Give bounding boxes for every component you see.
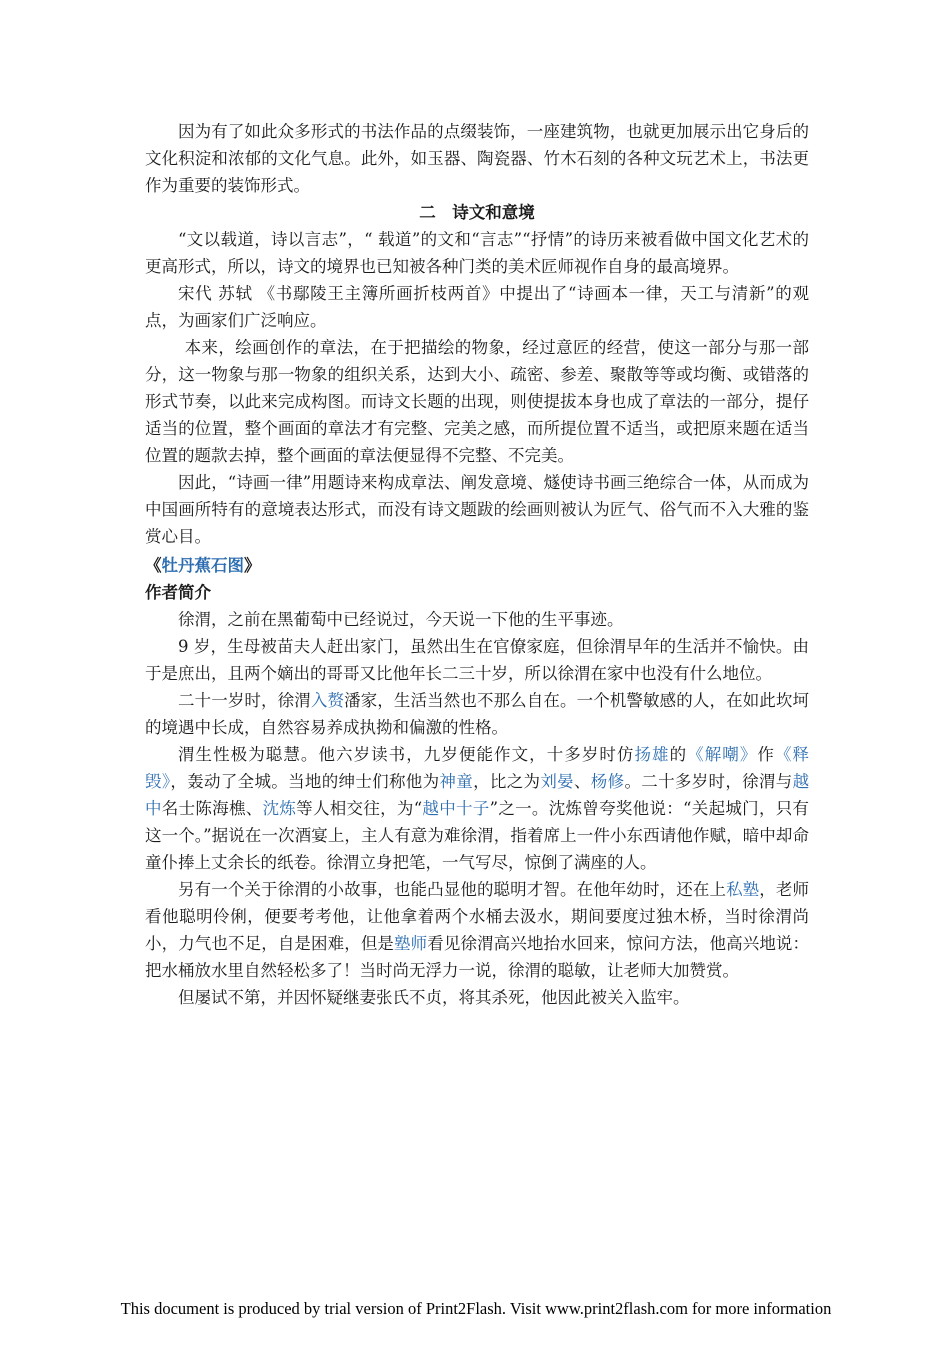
text-segment: ，比之为 (473, 772, 541, 791)
link-yue-zhong-shi-zi[interactable]: 越中十子 (422, 799, 490, 818)
text-segment: 渭生性极为聪慧。他六岁读书，九岁便能作文，十多岁时仿 (178, 745, 635, 764)
paragraph-composition: 本来，绘画创作的章法，在于把描绘的物象，经过意匠的经营，使这一部分与那一部分，这一物象与那一物象的组织关系，达到大小、疏密、参差、聚散等等或均衡、或错落的形式节奏，以此来完成构图。而诗文长题的出现，则使提拔本身也成了章法的一部分，提仔适当的位置，整个画面的章法才有完整、完美之感，而所提位置不适当，或把原来题在适当位置的题款去掉，整个画面的章法便显得不完整、不完美。 (145, 338, 809, 465)
link-liu-yan[interactable]: 刘晏 (540, 772, 574, 791)
artwork-title-open: 《 (145, 556, 162, 575)
paragraph-poetry-painting: 因此，“诗画一律”用题诗来构成章法、阐发意境、燧使诗书画三绝综合一体，从而成为中国画所特有的意境表达形式，而没有诗文题跋的绘画则被认为匠气、俗气而不入大雅的鉴赏心目。 (145, 473, 809, 546)
text-segment: 名士陈海樵、 (161, 799, 263, 818)
text-segment: 潘家，生活当然也不那么自在。一个机警敏感的人，在如此坎坷的境遇中长成，自然容易养成执拗和偏激的性格。 (145, 691, 810, 737)
link-shen-lian[interactable]: 沈炼 (262, 799, 297, 818)
paragraph-bio-intro: 徐渭，之前在黑葡萄中已经说过，今天说一下他的生平事迹。 (178, 610, 624, 629)
link-ruzhui[interactable]: 入赘 (310, 691, 345, 710)
section-heading: 二 诗文和意境 (419, 203, 535, 222)
link-yang-xiu[interactable]: 杨修 (590, 772, 625, 791)
text-segment: ”之一。沈炼曾夸奖他说：“关起城门，只有这一个。”据说在一次酒宴上，主人有意为难徐渭，指着席上一件小东西请他作赋，暗中却命童仆捧上丈余长的纸卷。徐渭立身把笔，一气写尽，惊倒了满座的人。 (145, 799, 810, 872)
text-segment: ，轰动了全城。当地的绅士们称他为 (170, 772, 440, 791)
paragraph-bio-prison: 但屡试不第，并因怀疑继妻张氏不贞，将其杀死，他因此被关入监牢。 (178, 988, 690, 1007)
artwork-title-close: 》 (244, 556, 261, 575)
document-page (145, 118, 809, 1011)
artwork-title (145, 552, 809, 579)
text-segment: 另有一个关于徐渭的小故事，也能凸显他的聪明才智。在他年幼时，还在上 (178, 880, 727, 899)
paragraph-bio-marriage (145, 687, 809, 741)
link-jie-chao[interactable]: 《解嘲》 (687, 745, 758, 764)
trial-watermark-footer: This document is produced by trial version of Print2Flash. Visit www.print2flash.com for more information (120, 1299, 832, 1318)
text-segment: 等人相交往，为“ (296, 799, 423, 818)
text-segment: 的 (669, 745, 688, 764)
link-si-shu[interactable]: 私塾 (726, 880, 760, 899)
paragraph-bio-talent (145, 741, 809, 876)
paragraph-su-shi: 宋代 苏轼 《书鄢陵王主簿所画折枝两首》中提出了“诗画本一律，天工与清新”的观点，为画家们广泛响应。 (145, 284, 809, 330)
paragraph-calligraphy-decoration: 因为有了如此众多形式的书法作品的点缀装饰，一座建筑物，也就更加展示出它身后的文化积淀和浓郁的文化气息。此外，如玉器、陶瓷器、竹木石刻的各种文玩艺术上，书法更作为重要的装饰形式。 (145, 122, 809, 195)
text-segment: 。二十多岁时，徐渭与 (624, 772, 793, 791)
paragraph-wen-yi-zai-dao: “文以载道，诗以言志”，“ 载道”的文和“言志”“抒情”的诗历来被看做中国文化艺术的更高形式，所以，诗文的境界也已知被各种门类的美术匠师视作自身的最高境界。 (145, 230, 809, 276)
text-segment: 作 (757, 745, 775, 764)
link-shu-shi[interactable]: 塾师 (394, 934, 428, 953)
paragraph-bio-story (145, 876, 809, 984)
text-segment: 二十一岁时，徐渭 (178, 691, 311, 710)
paragraph-bio-childhood: 9 岁，生母被苗夫人赶出家门，虽然出生在官僚家庭，但徐渭早年的生活并不愉快。由于是庶出，且两个嫡出的哥哥又比他年长二三十岁，所以徐渭在家中也没有什么地位。 (145, 637, 809, 683)
link-shen-tong[interactable]: 神童 (439, 772, 474, 791)
link-shi-hui[interactable]: 《释毁》 (145, 745, 810, 791)
link-yue-zhong[interactable]: 越中 (145, 772, 810, 818)
link-yang-xiong[interactable]: 扬雄 (634, 745, 670, 764)
text-segment: 看见徐渭高兴地抬水回来，惊问方法，他高兴地说：把水桶放水里自然轻松多了！当时尚无浮力一说，徐渭的聪敏，让老师大加赞赏。 (145, 934, 810, 980)
artwork-title-link[interactable]: 牡丹蕉石图 (161, 556, 244, 575)
text-segment: ，老师看他聪明伶俐，便要考考他，让他拿着两个水桶去汲水，期间要度过独木桥，当时徐渭尚小，力气也不足，自是困难，但是 (145, 880, 810, 953)
author-heading: 作者简介 (145, 583, 211, 602)
text-segment: 、 (573, 772, 591, 791)
